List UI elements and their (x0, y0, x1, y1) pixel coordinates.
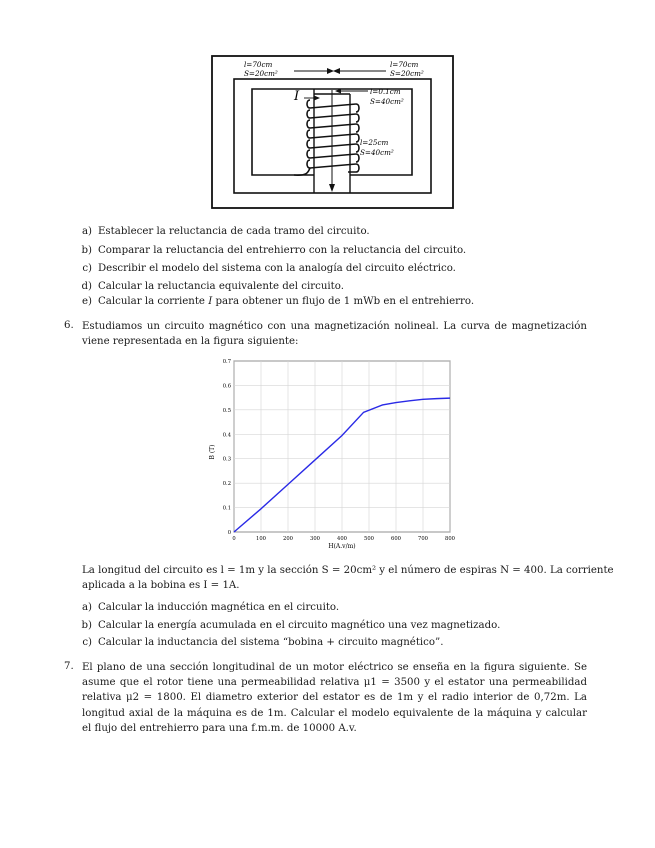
list-a-item-e (66, 295, 474, 309)
magnetic-circuit-figure (210, 54, 455, 212)
list-b-item-b (66, 619, 500, 633)
chart-ytick-label: 0 (227, 530, 231, 536)
list-item-text: Comparar la reluctancia del entrehierro con la reluctancia del circuito. (98, 245, 467, 256)
list-marker: a) (81, 602, 92, 613)
chart-ytick-label: 0.6 (222, 383, 231, 390)
list-b-item-c (66, 636, 443, 650)
chart-ytick-label: 0.4 (222, 432, 231, 439)
problem-6-data-line-1: La longitud del circuito es l = 1m y la sección S = 20cm² y el número de espiras N = 400. La corriente (82, 565, 614, 576)
chart-xtick-label: 400 (337, 536, 347, 542)
current-arrow-head (314, 96, 320, 101)
chart-xtick-label: 500 (364, 536, 374, 542)
chart-ylabel: B (T) (209, 444, 216, 460)
list-marker: e) (81, 296, 92, 307)
top-right-arrow-head (333, 68, 340, 74)
center-arrow-head (329, 184, 335, 192)
chart-xtick-label: 600 (391, 536, 401, 542)
list-item-text: Calcular la corriente (98, 296, 209, 307)
coil-windings (294, 100, 359, 175)
list-marker: c) (82, 637, 92, 648)
list-item-text: Calcular la inductancia del sistema “bobina + circuito magnético”. (98, 637, 444, 648)
chart-xtick-label: 100 (256, 536, 266, 542)
top-left-arrow-head (327, 68, 334, 74)
list-marker: d) (81, 281, 92, 292)
chart-xtick-label: 800 (445, 536, 455, 542)
list-marker: b) (81, 620, 92, 631)
list-a-item-d (66, 280, 344, 294)
list-marker: a) (81, 226, 92, 237)
label-center-s: S=40cm² (360, 148, 394, 157)
list-item-text: Calcular la reluctancia equivalente del circuito. (98, 281, 344, 292)
label-top-left-l: l=70cm (244, 60, 273, 69)
list-item-var: I (208, 296, 213, 307)
problem-7-number: 7. (64, 661, 74, 672)
list-a-item-a (66, 225, 370, 239)
label-top-left-s: S=20cm² (244, 69, 278, 78)
chart-ytick-label: 0.3 (222, 456, 231, 463)
chart-xtick-label: 0 (232, 536, 236, 542)
list-a-item-c (66, 262, 456, 276)
chart-ytick-label: 0.5 (222, 407, 231, 414)
list-marker: c) (82, 263, 92, 274)
list-b-item-a (66, 601, 339, 615)
label-gap-l: l=0.1cm (370, 87, 401, 96)
label-top-right-s: S=20cm² (390, 69, 424, 78)
bh-curve-chart (200, 356, 460, 552)
chart-ytick-label: 0.7 (222, 359, 231, 365)
problem-7-text: El plano de una sección longitudinal de un motor eléctrico se enseña en la figura siguiente. Se asume que el rotor tiene una permeabilidad relativa μ1 = 3500 y el estator una permeabilidad relativa μ2 = 1800. El diametro exterior del estator es de 1m y el radio interior de 0,72m. La longitud axial de la máquina es de 1m. Calcular el modelo equivalente de la máquina y calcular el flujo del entrehierro para una f.m.m. de 10000 A.v. (82, 662, 587, 734)
list-item-text: Calcular la inducción magnética en el circuito. (98, 602, 340, 613)
label-top-right-l: l=70cm (390, 60, 419, 69)
problem-6-number: 6. (64, 320, 74, 331)
problem-6-data-line-2: aplicada a la bobina es I = 1A. (82, 580, 240, 591)
chart-xlabel: H(A.v/m) (328, 543, 356, 550)
chart-xtick-label: 200 (283, 536, 293, 542)
current-label: I (294, 89, 300, 104)
label-gap-s: S=40cm² (370, 97, 404, 106)
list-item-text: Calcular la energía acumulada en el circuito magnético una vez magnetizado. (98, 620, 501, 631)
list-item-text: Establecer la reluctancia de cada tramo del circuito. (98, 226, 370, 237)
list-item-text: Describir el modelo del sistema con la analogía del circuito eléctrico. (98, 263, 456, 274)
label-center-l: l=25cm (360, 138, 389, 147)
chart-ytick-label: 0.2 (222, 481, 231, 488)
problem-6-text: Estudiamos un circuito magnético con una magnetización nolineal. La curva de magnetización viene representada en la figura siguiente: (82, 321, 587, 348)
list-marker: b) (81, 245, 92, 256)
core-window-left (252, 89, 314, 175)
chart-xtick-label: 700 (418, 536, 428, 542)
chart-xtick-label: 300 (310, 536, 320, 542)
list-a-item-b (66, 244, 466, 258)
list-item-text: para obtener un flujo de 1 mWb en el entrehierro. (212, 296, 475, 307)
chart-ytick-label: 0.1 (222, 505, 231, 512)
